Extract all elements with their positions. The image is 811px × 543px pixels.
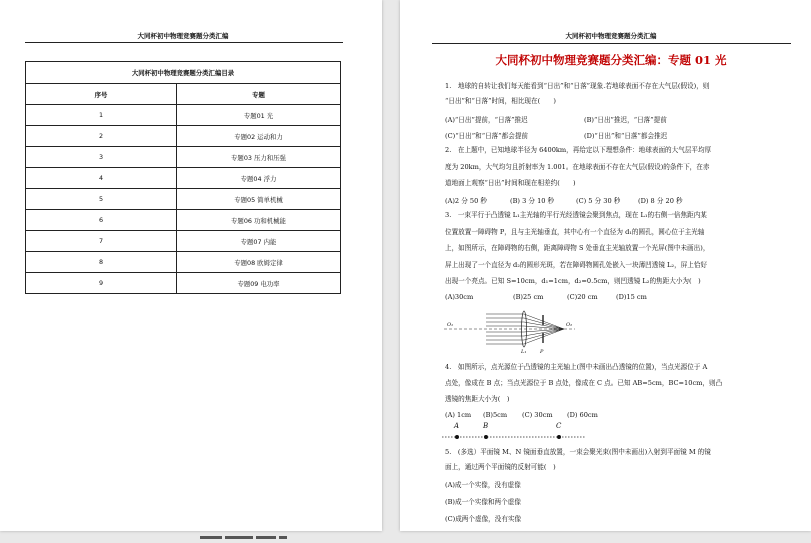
fig-label-p: P: [540, 349, 544, 355]
toc-index: 8: [26, 252, 177, 273]
q5-option-a: (A)成一个实像，没有虚像: [445, 481, 521, 489]
q3-option-a: (A)30cm: [445, 293, 474, 301]
q2-line-1: 2. 在上题中，已知地球半径为 6400km，再给定以下理想条件：地球表面的大气层平均厚: [445, 146, 712, 154]
point-c: [557, 435, 561, 439]
toc-topic[interactable]: 专题04 浮力: [177, 168, 341, 189]
q3-line-1: 3. 一束平行于凸透镜 L₁主光轴的平行光经透镜会聚到焦点，现在 L₁的右侧一倍焦距内某: [445, 211, 707, 219]
right-header-rule: [432, 43, 791, 44]
q1-option-c: (C)“日出”和“日落”都会提前: [445, 132, 529, 140]
q3-option-c: (C)20 cm: [567, 293, 598, 301]
q3-line-4: 屏上出现了一个直径为 d₂的圆形光斑，若在障碍物圆孔处嵌入一块薄凹透镜 L₂，屏上恰好: [445, 261, 708, 269]
toc-index: 7: [26, 231, 177, 252]
q5-option-c: (C)成两个虚像，没有实像: [445, 515, 522, 523]
toc-index: 6: [26, 210, 177, 231]
table-row[interactable]: [26, 105, 341, 126]
q3-option-d: (D)15 cm: [616, 293, 647, 301]
q3-option-b: (B)25 cm: [513, 293, 544, 301]
q1-line-2: “日出”和“日落”时间，相比现在( ): [445, 97, 556, 105]
toc-table: [25, 61, 341, 294]
fig-label-l1: L₁: [521, 349, 527, 355]
q4-option-d: (D) 60cm: [567, 411, 598, 419]
table-row[interactable]: [26, 273, 341, 294]
q4-line-2: 点处，像成在 B 点；当点光源位于 B 点处，像成在 C 点。已知 AB=5cm，BC=10cm，则凸: [445, 379, 723, 387]
q4-line-1: 4. 如图所示，点光源位于凸透镜的主光轴上(图中未画出凸透镜的位置)，当点光源位于 A: [445, 363, 708, 371]
toc-topic[interactable]: 专题07 内能: [177, 231, 341, 252]
toc-topic[interactable]: 专题08 欧姆定律: [177, 252, 341, 273]
q3-line-3: 上，如图所示，在障碍物的右侧，距离障碍物 S 处垂直主光轴放置一个光屏(图中未画出)，: [445, 244, 710, 252]
point-b-label: B: [483, 422, 489, 430]
q5-line-2: 面上，通过两个平面镜的反射可能( ): [445, 463, 556, 471]
right-page-header: 大同杯初中物理竞赛题分类汇编: [565, 32, 657, 40]
left-header-rule: [25, 42, 343, 43]
page-title: 大同杯初中物理竞赛题分类汇编：专题 01 光: [495, 53, 727, 67]
point-a-label: A: [454, 422, 460, 430]
table-row[interactable]: [26, 231, 341, 252]
toc-index: 1: [26, 105, 177, 126]
q5-option-b: (B)成一个实像和两个虚像: [445, 498, 521, 506]
q4-option-c: (C) 30cm: [522, 411, 553, 419]
q1-option-d: (D)“日出”和“日落”都会推迟: [584, 132, 668, 140]
q2-line-2: 度为 20km，大气均匀且折射率为 1.001。在地球表面不存在大气层(假设)的条件下，在赤: [445, 163, 710, 171]
toc-col-topic: 专题: [177, 84, 341, 105]
left-page-header: 大同杯初中物理竞赛题分类汇编: [137, 32, 229, 40]
table-row[interactable]: [26, 189, 341, 210]
toc-col-index: 序号: [26, 84, 177, 105]
point-b: [484, 435, 488, 439]
q2-option-c: (C) 5 分 30 秒: [576, 197, 621, 205]
q1-option-a: (A)“日出”提前，“日落”推迟: [445, 116, 528, 124]
q2-line-3: 道地面上观察“日出”时间和现在相差约( ): [445, 179, 576, 187]
q1-option-b: (B)“日出”推迟，“日落”提前: [584, 116, 667, 124]
q3-lens-figure: [440, 306, 580, 354]
q1-line-1: 1. 地球的自转让我们每天能看到“日出”和“日落”现象.若地球表面不存在大气层(假设)，则: [445, 82, 710, 90]
q3-line-2: 位置放置一障碍物 P，且与主光轴垂直，其中心有一个直径为 d₁的圆孔，圆心位于主光轴: [445, 228, 705, 236]
fig-label-o2: O₂: [566, 322, 573, 328]
q4-axis-figure: [440, 432, 590, 442]
point-a: [455, 435, 459, 439]
q2-option-b: (B) 3 分 10 秒: [510, 197, 555, 205]
q4-line-3: 透镜的焦距大小为( ): [445, 395, 510, 403]
toc-index: 3: [26, 147, 177, 168]
toc-index: 2: [26, 126, 177, 147]
q2-option-a: (A)2 分 50 秒: [445, 197, 487, 205]
q4-option-a: (A) 1cm: [445, 411, 472, 419]
toc-topic[interactable]: 专题06 功和机械能: [177, 210, 341, 231]
toc-topic[interactable]: 专题05 简单机械: [177, 189, 341, 210]
table-row[interactable]: [26, 210, 341, 231]
table-row[interactable]: [26, 168, 341, 189]
point-c-label: C: [556, 422, 562, 430]
toc-caption: 大同杯初中物理竞赛题分类汇编目录: [26, 62, 341, 84]
q5-line-1: 5. (多选）平面镜 M、N 镜面垂直放置，一束会聚光束(图中未画出)入射到平面镜 M 的镜: [445, 448, 711, 456]
toc-index: 4: [26, 168, 177, 189]
toc-topic[interactable]: 专题01 光: [177, 105, 341, 126]
table-row[interactable]: [26, 126, 341, 147]
table-row[interactable]: [26, 147, 341, 168]
q4-option-b: (B)5cm: [483, 411, 508, 419]
toc-topic[interactable]: 专题02 运动和力: [177, 126, 341, 147]
toc-topic[interactable]: 专题03 压力和压强: [177, 147, 341, 168]
q3-line-5: 出现一个亮点。已知 S=10cm，d₁=1cm，d₂=0.5cm，则凹透镜 L₂的焦距大小为( ): [445, 277, 701, 285]
toc-index: 9: [26, 273, 177, 294]
left-footer-fragment: [200, 524, 320, 530]
table-row[interactable]: [26, 252, 341, 273]
toc-index: 5: [26, 189, 177, 210]
q2-option-d: (D) 8 分 20 秒: [638, 197, 683, 205]
fig-label-o1: O₁: [447, 322, 454, 328]
toc-topic[interactable]: 专题09 电功率: [177, 273, 341, 294]
